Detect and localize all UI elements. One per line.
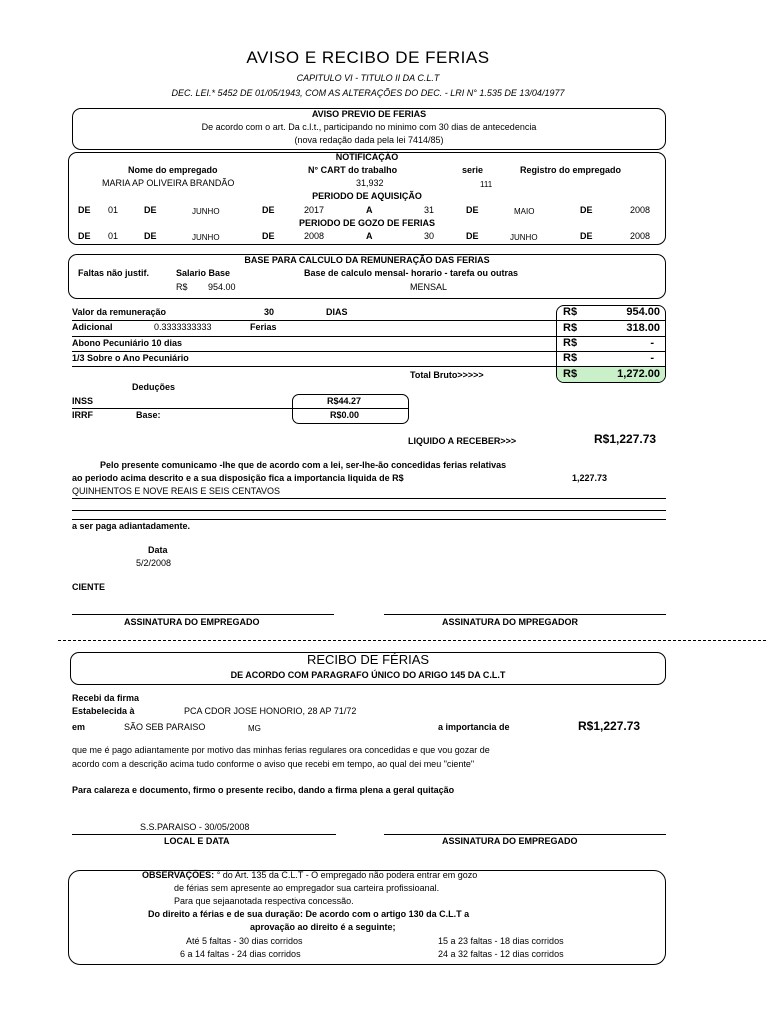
gozo-ano-inicio: 2008 bbox=[304, 231, 325, 241]
de-label: DE bbox=[144, 231, 157, 241]
comunicado-line1: Pelo presente comunicamo -lhe que de acordo com a lei, ser-lhe-ão concedidas ferias relativas bbox=[100, 460, 507, 470]
col-serie: serie bbox=[462, 165, 484, 175]
comunicado-amount: 1,227.73 bbox=[572, 473, 608, 483]
currency-label: R$ bbox=[563, 352, 578, 364]
signature-line bbox=[72, 834, 336, 835]
observacoes-text: ° do Art. 135 da C.L.T - O empregado não podera entrar em gozo bbox=[216, 870, 478, 880]
liquido-value: R$1,227.73 bbox=[594, 432, 657, 446]
irrf-value: R$0.00 bbox=[330, 410, 360, 420]
gozo-ano-fim: 2008 bbox=[630, 231, 651, 241]
data-label: Data bbox=[148, 545, 168, 555]
irrf-label: IRRF bbox=[72, 410, 93, 420]
ciente-label: CIENTE bbox=[72, 582, 106, 592]
currency-label: R$ bbox=[563, 322, 578, 334]
recibo-text2: acordo com a descrição acima tudo conforme o aviso que recebi em tempo, ao qual dei meu "ciente" bbox=[72, 759, 475, 769]
base-mensal-value: MENSAL bbox=[410, 282, 448, 292]
local-data-label: LOCAL E DATA bbox=[164, 836, 230, 846]
recibo-clareza: Para calareza e documento, firmo o presente recibo, dando a firma plena a geral quitação bbox=[72, 785, 455, 795]
aquisicao-mes-inicio: JUNHO bbox=[192, 207, 220, 216]
page-title: AVISO E RECIBO DE FERIAS bbox=[246, 48, 490, 67]
inss-value: R$44.27 bbox=[327, 396, 362, 406]
valor-adicional: 318.00 bbox=[626, 322, 660, 334]
valor-abono: - bbox=[650, 337, 654, 349]
de-label: DE bbox=[580, 205, 593, 215]
regra-faltas: 6 a 14 faltas - 24 dias corridos bbox=[180, 949, 301, 959]
recibo-text1: que me é pago adiantamente por motivo das minhas ferias regulares ora concedidas e que vou gozar de bbox=[72, 745, 490, 755]
adicional-label: Adicional bbox=[72, 322, 113, 332]
signature-line bbox=[72, 614, 334, 615]
observacoes-line4: Do direito a férias e de sua duração: De acordo com o artigo 130 da C.L.T a bbox=[148, 909, 470, 919]
aviso-previo-title: AVISO PREVIO DE FERIAS bbox=[311, 109, 427, 119]
importancia-value: R$1,227.73 bbox=[578, 719, 641, 733]
aquisicao-dia-inicio: 01 bbox=[108, 205, 119, 215]
observacoes-line1 bbox=[142, 870, 477, 880]
gozo-title: PERIODO DE GOZO DE FERIAS bbox=[298, 218, 435, 228]
regra-faltas: 15 a 23 faltas - 18 dias corridos bbox=[438, 936, 564, 946]
importancia-label: a importancia de bbox=[438, 722, 510, 732]
currency-label: R$ bbox=[563, 368, 578, 380]
aquisicao-mes-fim: MAIO bbox=[514, 207, 535, 216]
aquisicao-title: PERIODO DE AQUISIÇÃO bbox=[312, 191, 422, 201]
subtitle-decreto: DEC. LEI.* 5452 DE 01/05/1943, COM AS ALTERAÇÕES DO DEC. - LRI N° 1.535 DE 13/04/1977 bbox=[171, 88, 565, 98]
de-label: DE bbox=[466, 231, 479, 241]
regra-faltas: 24 a 32 faltas - 12 dias corridos bbox=[438, 949, 564, 959]
gozo-dia-inicio: 01 bbox=[108, 231, 119, 241]
de-label: DE bbox=[580, 231, 593, 241]
adicional-value: 0.3333333333 bbox=[154, 322, 212, 332]
valor-extenso: QUINHENTOS E NOVE REAIS E SEIS CENTAVOS bbox=[72, 486, 281, 496]
liquido-label: LIQUIDO A RECEBER>>> bbox=[408, 436, 517, 446]
data-value: 5/2/2008 bbox=[136, 558, 172, 568]
estabelecida-value: PCA CDOR JOSE HONORIO, 28 AP 71/72 bbox=[184, 706, 357, 716]
irrf-base-label: Base: bbox=[136, 410, 161, 420]
gozo-mes-fim: JUNHO bbox=[510, 233, 538, 242]
aviso-previo-text: De acordo com o art. Da c.l.t., participando no minimo com 30 dias de antecedencia bbox=[201, 122, 537, 132]
cart-trabalho: 31,932 bbox=[356, 178, 384, 188]
aquisicao-ano-fim: 2008 bbox=[630, 205, 651, 215]
gozo-mes-inicio: JUNHO bbox=[192, 233, 220, 242]
observacoes-line5: aprovação ao direito é a seguinte; bbox=[250, 922, 396, 932]
de-label: DE bbox=[262, 231, 275, 241]
nome-empregado: MARIA AP OLIVEIRA BRANDÃO bbox=[102, 178, 235, 188]
gozo-dia-fim: 30 bbox=[424, 231, 435, 241]
total-bruto-value: 1,272.00 bbox=[617, 368, 660, 380]
valor-terco: - bbox=[650, 352, 654, 364]
col-nome-empregado: Nome do empregado bbox=[128, 165, 218, 175]
ass-empregador-label: ASSINATURA DO MPREGADOR bbox=[442, 617, 579, 627]
ass-empregado-recibo-label: ASSINATURA DO EMPREGADO bbox=[442, 836, 578, 846]
dias-label: DIAS bbox=[326, 307, 348, 317]
col-base-mensal: Base de calculo mensal- horario - tarefa ou outras bbox=[304, 268, 519, 278]
de-label: DE bbox=[78, 205, 91, 215]
recibo-subtitle: DE ACORDO COM PARAGRAFO ÚNICO DO ARIGO 145 DA C.L.T bbox=[230, 670, 506, 680]
aviso-previo-redacao: (nova redação dada pela lei 7414/85) bbox=[294, 135, 444, 145]
cut-line bbox=[58, 640, 766, 641]
uf-value: MG bbox=[248, 724, 261, 733]
observacoes-line3: Para que sejaanotada respectiva concessão. bbox=[174, 896, 354, 906]
deducoes-title: Deduções bbox=[132, 382, 176, 392]
salario-value: 954.00 bbox=[208, 282, 236, 292]
valor-dias: 30 bbox=[264, 307, 275, 317]
cidade-value: SÃO SEB PARAISO bbox=[124, 722, 206, 732]
aquisicao-dia-fim: 31 bbox=[424, 205, 435, 215]
signature-line bbox=[384, 614, 666, 615]
total-bruto-label: Total Bruto>>>>> bbox=[410, 370, 484, 380]
de-label: DE bbox=[144, 205, 157, 215]
ass-empregado-label: ASSINATURA DO EMPREGADO bbox=[124, 617, 260, 627]
abono-label: Abono Pecuniário 10 dias bbox=[72, 338, 183, 348]
valor-remuneracao: 954.00 bbox=[626, 306, 660, 318]
base-calculo-title: BASE PARA CALCULO DA REMUNERAÇÃO DAS FERIAS bbox=[244, 255, 490, 265]
signature-line bbox=[384, 834, 666, 835]
a-label: A bbox=[366, 231, 373, 241]
terco-label: 1/3 Sobre o Ano Pecuniário bbox=[72, 353, 189, 363]
notificacao-title: NOTIFICAÇÃO bbox=[335, 152, 399, 162]
serie-value: 111 bbox=[480, 180, 493, 189]
col-faltas: Faltas não justif. bbox=[78, 268, 150, 278]
estabelecida-label: Estabelecida à bbox=[72, 706, 135, 716]
observacoes-label: OBSERVAÇÕES: bbox=[142, 870, 215, 880]
col-salario-base: Salario Base bbox=[176, 268, 231, 278]
currency-label: R$ bbox=[563, 306, 578, 318]
observacoes-line2: de férias sem apresente ao empregador sua carteira profissioanal. bbox=[174, 883, 440, 893]
local-data-value: S.S.PARAISO - 30/05/2008 bbox=[140, 822, 250, 832]
de-label: DE bbox=[466, 205, 479, 215]
currency-label: R$ bbox=[563, 337, 578, 349]
em-label: em bbox=[72, 722, 86, 732]
paga-adiantadamente: a ser paga adiantadamente. bbox=[72, 521, 191, 531]
inss-label: INSS bbox=[72, 396, 94, 406]
ferias-label: Ferias bbox=[250, 322, 277, 332]
de-label: DE bbox=[262, 205, 275, 215]
valor-remuneracao-label: Valor da remuneração bbox=[72, 307, 167, 317]
col-cart-trabalho: N° CART do trabalho bbox=[308, 165, 398, 175]
comunicado-line2: ao periodo acima descrito e a sua disposição fica a importancia liquida de R$ bbox=[72, 473, 404, 483]
recibo-title: RECIBO DE FÉRIAS bbox=[306, 652, 430, 667]
de-label: DE bbox=[78, 231, 91, 241]
col-registro: Registro do empregado bbox=[520, 165, 622, 175]
subtitle-capitulo: CAPITULO VI - TITULO II DA C.L.T bbox=[296, 73, 440, 83]
aquisicao-ano-inicio: 2017 bbox=[304, 205, 325, 215]
recebi-label: Recebi da firma bbox=[72, 693, 140, 703]
salario-currency: R$ bbox=[176, 282, 188, 292]
regra-faltas: Até 5 faltas - 30 dias corridos bbox=[186, 936, 303, 946]
a-label: A bbox=[366, 205, 373, 215]
